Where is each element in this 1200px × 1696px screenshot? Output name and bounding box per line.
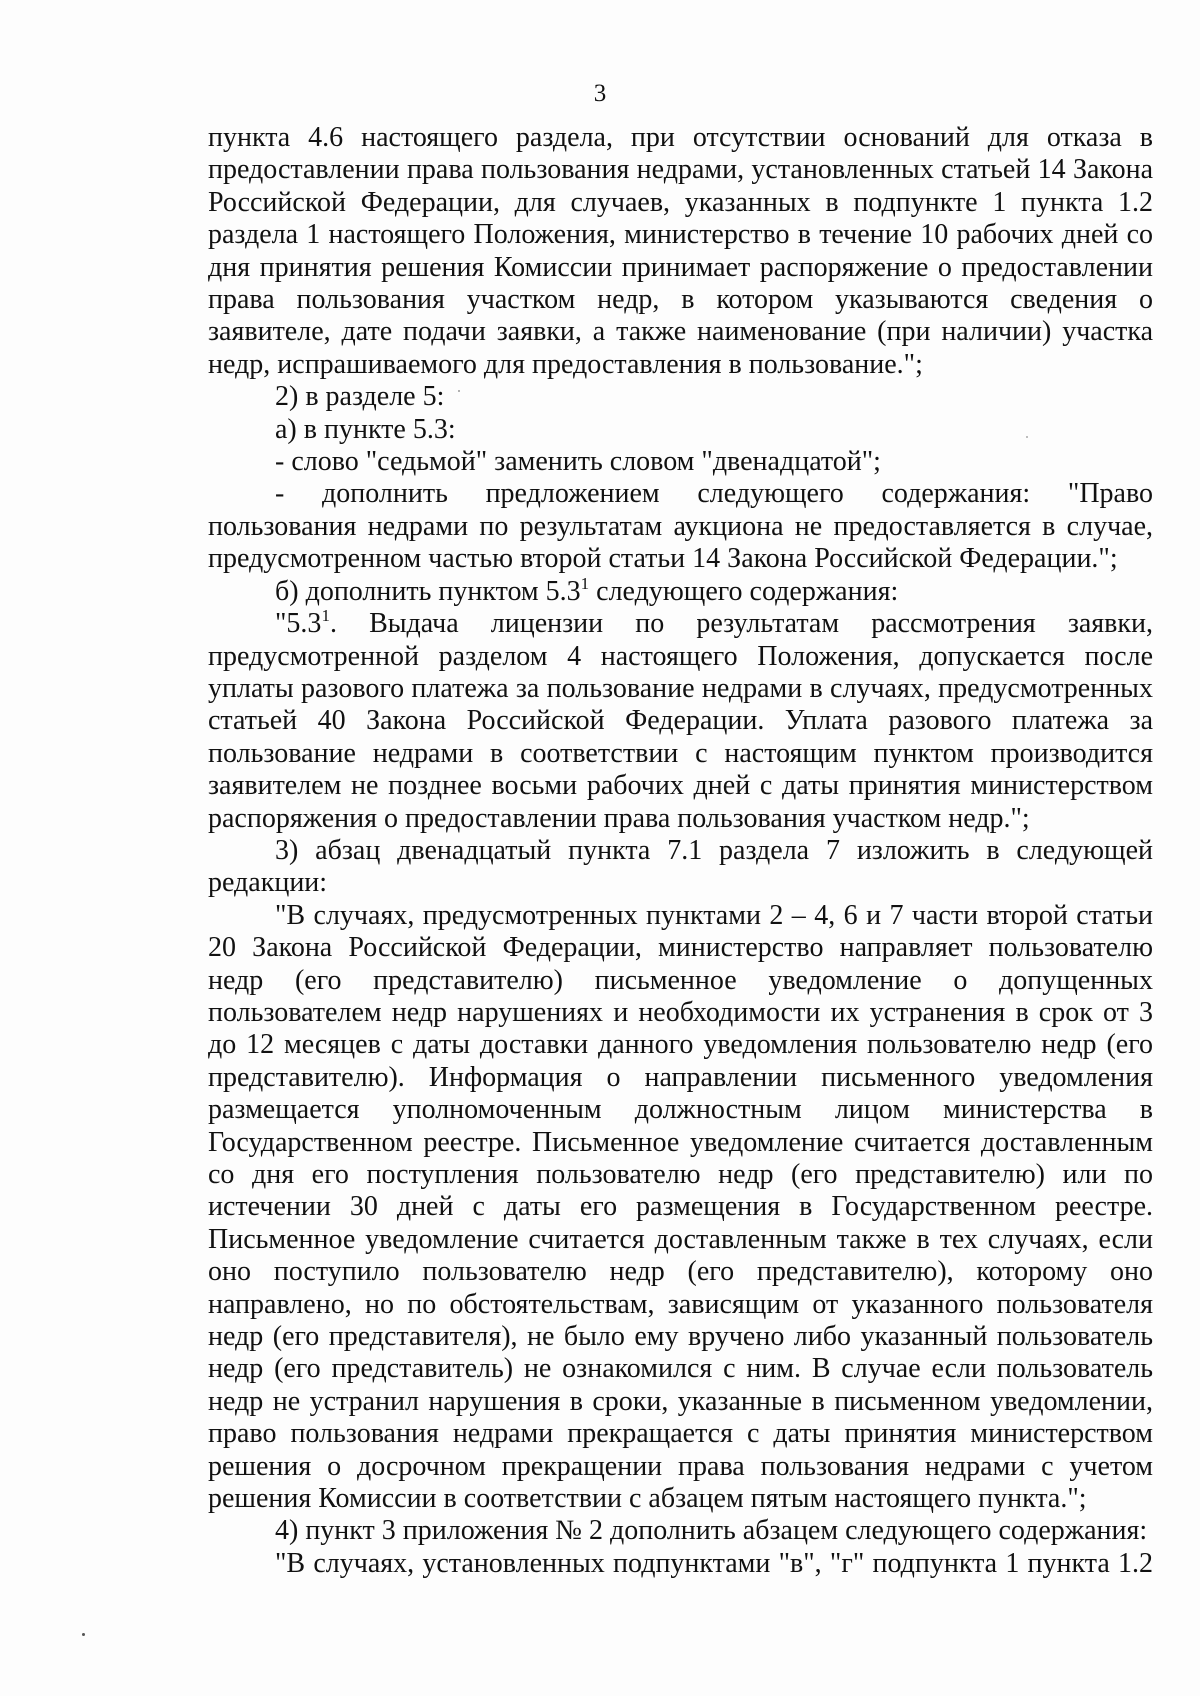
scan-speck — [458, 390, 460, 392]
paragraph-clause-5-3-1-before: "5.3 — [275, 608, 322, 640]
paragraph-dash-add-sentence: - дополнить предложением следующего содержания: "Право пользования недрами по результатам аукциона не предоставляется в случае, предусмотренном частью второй статьи 14 Закона Российской Федерации."; — [208, 478, 1153, 575]
page-number: 3 — [593, 80, 607, 107]
superscript: 1 — [580, 573, 590, 593]
superscript: 1 — [321, 606, 330, 626]
paragraph-clause-5-3-1 — [208, 608, 1153, 835]
paragraph-subitem-b — [208, 573, 1153, 608]
paragraph-subitem-b-after: следующего содержания: — [589, 575, 899, 607]
paragraph-subitem-a: а) в пункте 5.3: — [275, 413, 456, 445]
paragraph-item-2: 2) в разделе 5: — [275, 381, 445, 413]
paragraph-clause-5-3-1-after: . Выдача лицензии по результатам рассмотрения заявки, предусмотренной разделом 4 настоящего Положения, допускается после уплаты разового платежа за пользование недрами в случаях, предусмотренных статьей 40 Закона Российской Федерации. Уплата разового платежа за пользование недрами в соответствии с настоящим пунктом производится заявителем не позднее восьми рабочих дней с даты принятия министерством распоряжения о предоставлении права пользования участком недр."; — [208, 608, 1153, 834]
paragraph-item-3: 3) абзац двенадцатый пункта 7.1 раздела 7 изложить в следующей редакции: — [208, 834, 1153, 899]
paragraph-dash-replace-word: - слово "седьмой" заменить словом "двенадцатой"; — [275, 446, 881, 478]
paragraph-item-4: 4) пункт 3 приложения № 2 дополнить абзацем следующего содержания: — [275, 1515, 1148, 1547]
paragraph-continuation: пункта 4.6 настоящего раздела, при отсутствии оснований для отказа в предоставлении права пользования недрами, установленных статьей 14 Закона Российской Федерации, для случаев, указанных в подпункте 1 пункта 1.2 раздела 1 настоящего Положения, министерство в течение 10 рабочих дней со дня принятия решения Комиссии принимает распоряжение о предоставлении права пользования участком недр, в котором указываются сведения о заявителе, дате подачи заявки, а также наименование (при наличии) участка недр, испрашиваемого для предоставления в пользование."; — [208, 122, 1153, 380]
paragraph-cut-off: "В случаях, установленных подпунктами "в", "г" подпункта 1 пункта 1.2 — [275, 1547, 1153, 1579]
scan-speck — [82, 1633, 85, 1636]
paragraph-new-wording: "В случаях, предусмотренных пунктами 2 – 4, 6 и 7 части второй статьи 20 Закона Российской Федерации, министерство направляет пользователю недр (его представителю) письменное уведомление о допущенных пользователем недр нарушениях и необходимости их устранения в срок от 3 до 12 месяцев с даты доставки данного уведомления пользователю недр (его представителю). Информация о направлении письменного уведомления размещается уполномоченным должностным лицом министерства в Государственном реестре. Письменное уведомление считается доставленным со дня его поступления пользователю недр (его представителю) или по истечении 30 дней с даты его размещения в Государственном реестре. Письменное уведомление считается доставленным также в тех случаях, если оно поступило пользователю недр (его представителю), которому оно направлено, но по обстоятельствам, зависящим от указанного пользователя недр (его представителя), не было ему вручено либо указанный пользователь недр (его представитель) не ознакомился с ним. В случае если пользователь недр не устранил нарушения в сроки, указанные в письменном уведомлении, право пользования недрами прекращается с даты принятия министерством решения о досрочном прекращении права пользования недрами с учетом решения Комиссии в соответствии с абзацем пятым настоящего пункта."; — [208, 899, 1153, 1515]
paragraph-subitem-b-before: б) дополнить пунктом 5.3 — [275, 575, 581, 607]
document-body — [208, 122, 1153, 1580]
scan-speck — [1026, 436, 1028, 438]
